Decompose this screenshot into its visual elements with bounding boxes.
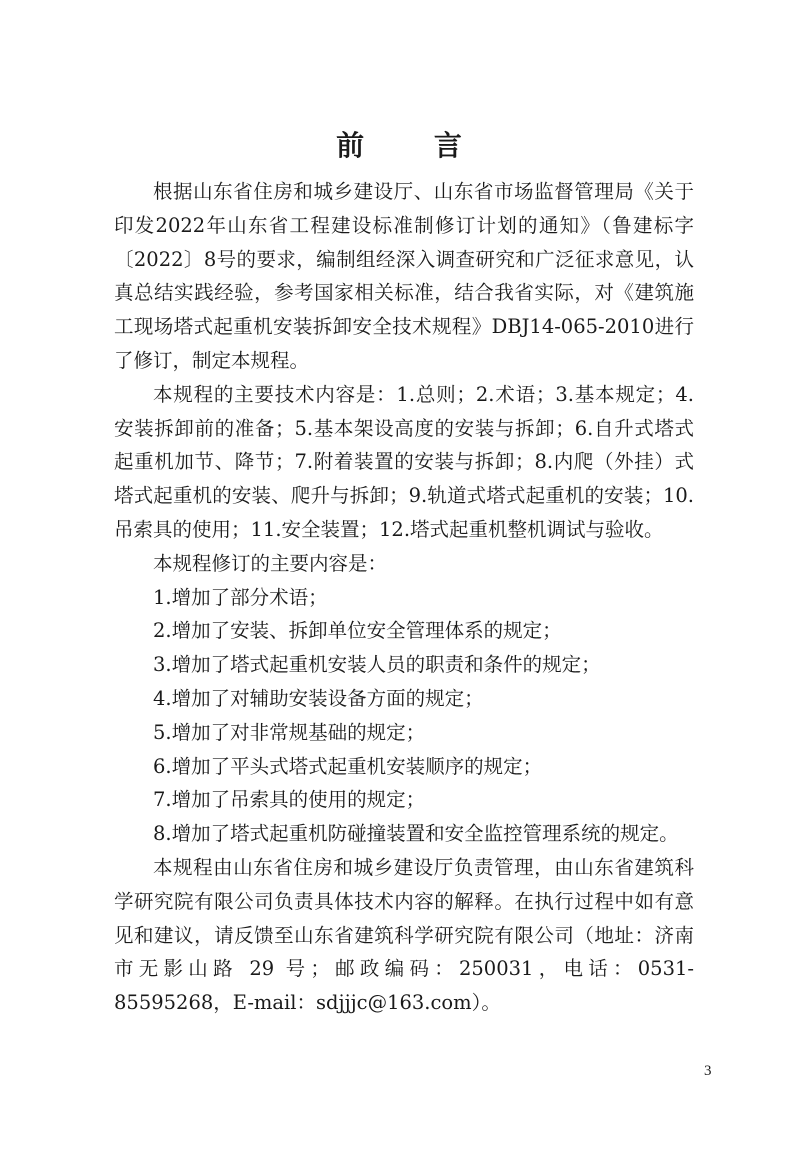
- page-number: 3: [704, 1063, 712, 1079]
- revision-item: 6.增加了平头式塔式起重机安装顺序的规定；: [153, 754, 543, 778]
- revision-item: 1.增加了部分术语；: [153, 585, 328, 609]
- revision-item: 4.增加了对辅助安装设备方面的规定；: [153, 686, 484, 710]
- revision-item: 3.增加了塔式起重机安装人员的职责和条件的规定；: [153, 653, 601, 677]
- page-title: 前 言: [336, 129, 492, 162]
- paragraph-closing: 本规程由山东省住房和城乡建设厅负责管理，由山东省建筑科学研究院有限公司负责具体技术内容的解释。在执行过程中如有意见和建议，请反馈至山东省建筑科学研究院有限公司（地址：济南市无影山路 29 号；邮政编码：250031，电话：0531-85595268，E-mail：sdjjjc@163.com）。: [114, 855, 694, 1015]
- revision-item: 2.增加了安装、拆卸单位安全管理体系的规定；: [153, 619, 562, 643]
- revision-item: 7.增加了吊索具的使用的规定；: [153, 788, 426, 812]
- paragraph-basis: 根据山东省住房和城乡建设厅、山东省市场监督管理局《关于印发2022年山东省工程建设标准制修订计划的通知》（鲁建标字〔2022〕8号的要求，编制组经深入调查研究和广泛征求意见，认真总结实践经验，参考国家相关标准，结合我省实际，对《建筑施工现场塔式起重机安装拆卸安全技术规程》DBJ14-065-2010进行了修订，制定本规程。: [114, 180, 694, 372]
- paragraph-main-content: 本规程的主要技术内容是：1.总则；2.术语；3.基本规定；4.安装拆卸前的准备；5.基本架设高度的安装与拆卸；6.自升式塔式起重机加节、降节；7.附着装置的安装与拆卸；8.内爬（外挂）式塔式起重机的安装、爬升与拆卸；9.轨道式塔式起重机的安装；10.吊索具的使用；11.安全装置；12.塔式起重机整机调试与验收。: [114, 382, 694, 541]
- revision-item: 8.增加了塔式起重机防碰撞装置和安全监控管理系统的规定。: [153, 822, 679, 846]
- document-body: [114, 175, 694, 1020]
- revision-item: 5.增加了对非常规基础的规定；: [153, 720, 426, 744]
- paragraph-revision-intro: 本规程修订的主要内容是：: [153, 551, 388, 575]
